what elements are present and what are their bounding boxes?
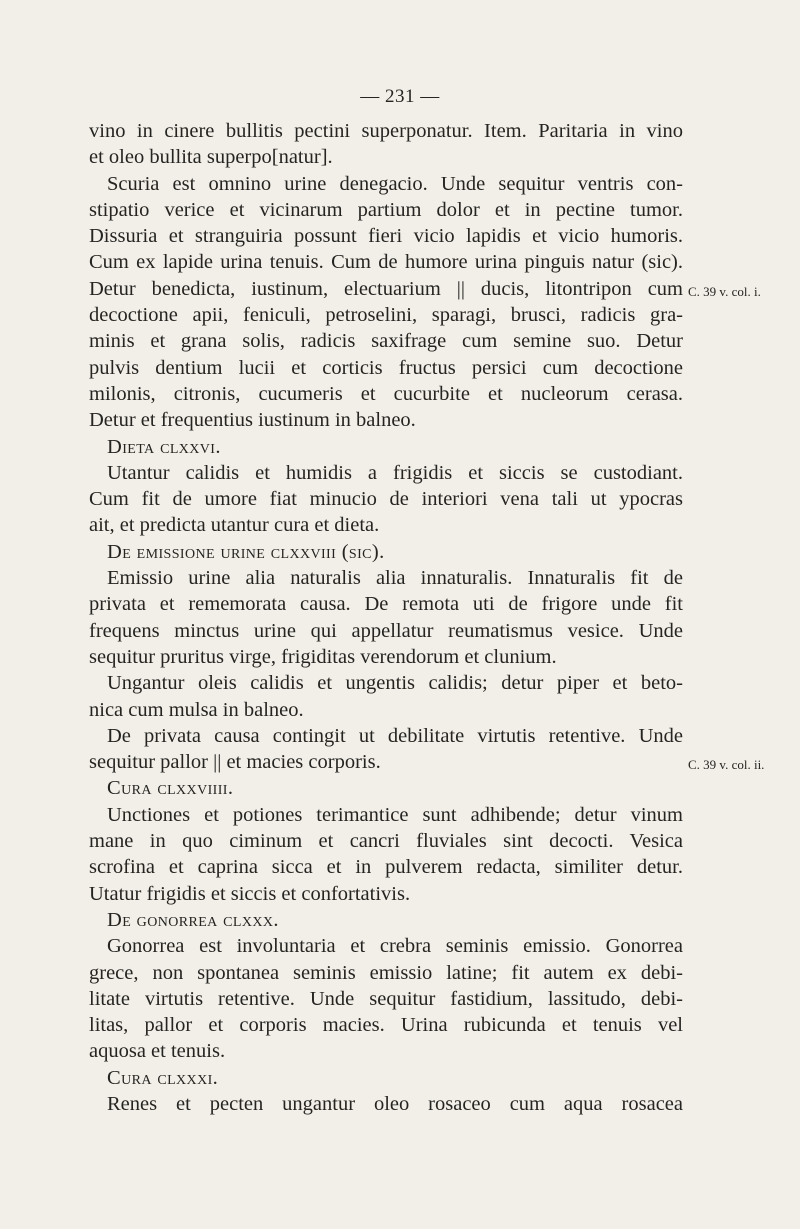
text-line: Gonorrea est involuntaria et crebra seminis emissio. Gonorrea bbox=[107, 935, 683, 958]
section-heading: Dieta clxxvi. bbox=[107, 435, 221, 458]
text-line: mane in quo ciminum et cancri fluviales sint decocti. Vesica bbox=[89, 830, 683, 853]
text-line: Cum ex lapide urina tenuis. Cum de humore urina pinguis natur (sic). bbox=[89, 251, 683, 274]
margin-note: C. 39 v. col. ii. bbox=[688, 757, 765, 773]
section-heading: Cura clxxviiii. bbox=[107, 777, 234, 800]
page-number: — 231 — bbox=[360, 86, 440, 107]
section-heading: De gonorrea clxxx. bbox=[107, 908, 279, 931]
text-line: sequitur pruritus virge, frigiditas verendorum et clunium. bbox=[89, 645, 557, 668]
text-line: Utantur calidis et humidis a frigidis et siccis se custodiant. bbox=[107, 461, 683, 484]
text-line: grece, non spontanea seminis emissio latine; fit autem ex debi- bbox=[89, 961, 683, 984]
text-line: Detur et frequentius iustinum in balneo. bbox=[89, 409, 416, 432]
section-heading: Cura clxxxi. bbox=[107, 1066, 219, 1089]
text-line: milonis, citronis, cucumeris et cucurbite et nucleorum cerasa. bbox=[89, 382, 683, 405]
text-line: frequens minctus urine qui appellatur reumatismus vesice. Unde bbox=[89, 619, 683, 642]
text-line: scrofina et caprina sicca et in pulverem redacta, similiter detur. bbox=[89, 856, 683, 879]
text-line: ait, et predicta utantur cura et dieta. bbox=[89, 514, 380, 537]
text-line: sequitur pallor || et macies corporis. bbox=[89, 751, 381, 774]
section-heading: De emissione urine clxxviii (sic). bbox=[107, 540, 385, 563]
text-line: stipatio verice et vicinarum partium dolor et in pectine tumor. bbox=[89, 198, 683, 221]
text-line: minis et grana solis, radicis saxifrage cum semine suo. Detur bbox=[89, 330, 683, 353]
document-body bbox=[89, 118, 683, 1117]
text-line: et oleo bullita superpo[natur]. bbox=[89, 146, 333, 169]
text-line: De privata causa contingit ut debilitate virtutis retentive. Unde bbox=[107, 724, 683, 747]
text-line: vino in cinere bullitis pectini superponatur. Item. Paritaria in vino bbox=[89, 120, 683, 142]
text-line: nica cum mulsa in balneo. bbox=[89, 698, 304, 721]
text-line: privata et rememorata causa. De remota uti de frigore unde fit bbox=[89, 593, 683, 616]
text-line: Scuria est omnino urine denegacio. Unde sequitur ventris con- bbox=[107, 172, 683, 195]
text-line: Unctiones et potiones terimantice sunt adhibende; detur vinum bbox=[107, 803, 683, 826]
text-line: Ungantur oleis calidis et ungentis calidis; detur piper et beto- bbox=[107, 672, 683, 695]
text-line: Emissio urine alia naturalis alia innaturalis. Innaturalis fit de bbox=[107, 567, 683, 590]
text-line: litas, pallor et corporis macies. Urina rubicunda et tenuis vel bbox=[89, 1014, 683, 1037]
text-line: Utatur frigidis et siccis et confortativis. bbox=[89, 882, 411, 905]
text-line: pulvis dentium lucii et corticis fructus persici cum decoctione bbox=[89, 356, 683, 379]
text-line: aquosa et tenuis. bbox=[89, 1040, 226, 1063]
text-line: Renes et pecten ungantur oleo rosaceo cum aqua rosacea bbox=[107, 1092, 683, 1115]
text-line: Dissuria et stranguiria possunt fieri vicio lapidis et vicio humoris. bbox=[89, 225, 683, 248]
text-line: decoctione apii, feniculi, petroselini, sparagi, brusci, radicis gra- bbox=[89, 304, 683, 327]
margin-note: C. 39 v. col. i. bbox=[688, 283, 761, 299]
text-line: Detur benedicta, iustinum, electuarium || ducis, litontripon cum bbox=[89, 277, 683, 300]
text-line: litate virtutis retentive. Unde sequitur fastidium, lassitudo, debi- bbox=[89, 987, 683, 1010]
text-line: Cum fit de umore fiat minucio de interiori vena tali ut ypocras bbox=[89, 488, 683, 511]
